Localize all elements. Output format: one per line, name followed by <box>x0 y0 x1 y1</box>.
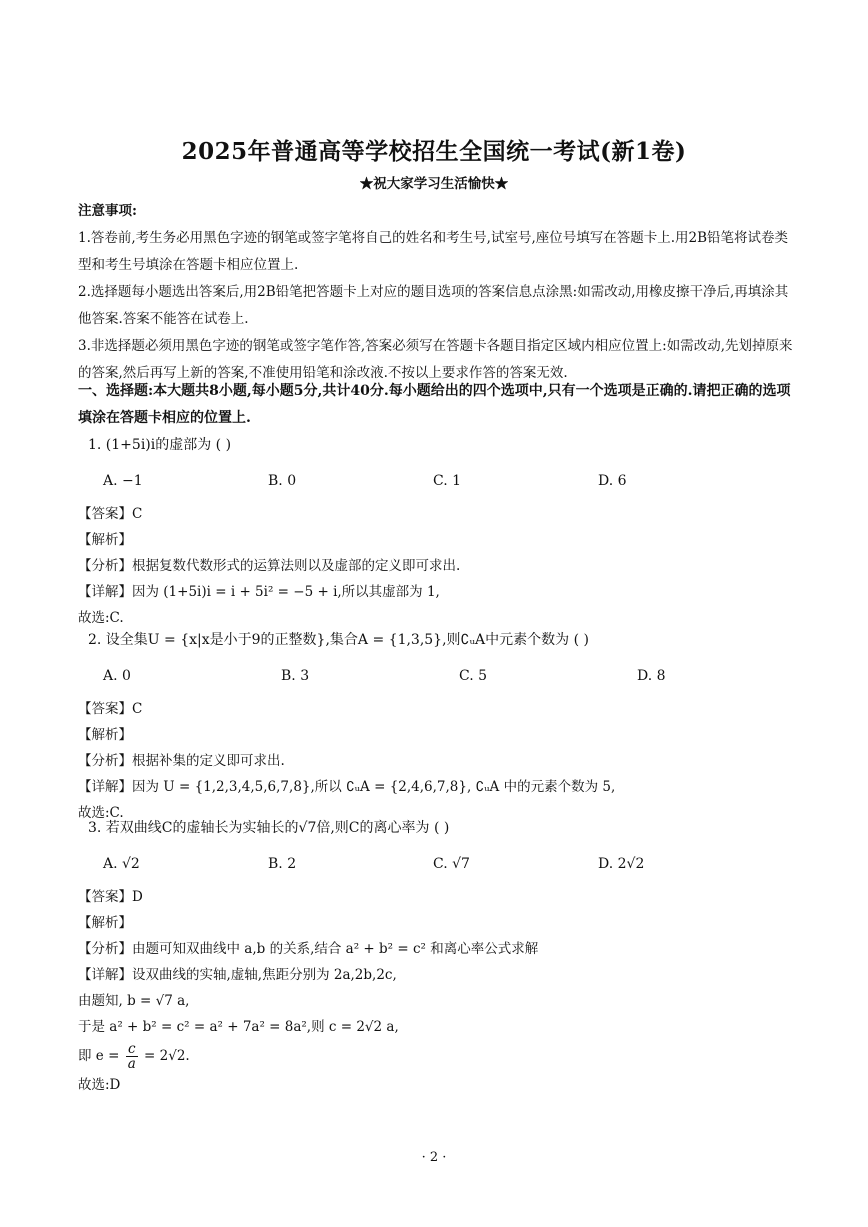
eccentricity-prefix: 即 e = <box>78 1048 124 1064</box>
choose-line: 故选:D <box>78 1077 121 1093</box>
option-b: B. 2 <box>268 856 297 872</box>
fraction-numerator: c <box>126 1042 138 1057</box>
fraction-denominator: a <box>127 1056 136 1072</box>
question-2 <box>78 627 794 826</box>
analysis-line: 【分析】由题可知双曲线中 a,b 的关系,结合 a² + b² = c² 和离心率公式求解 <box>78 941 539 957</box>
option-a: A. −1 <box>103 473 143 489</box>
option-c: C. √7 <box>433 856 470 872</box>
detail-line: 【详解】因为 (1+5i)i = i + 5i² = −5 + i,所以其虚部为 1, <box>78 584 440 600</box>
section-title: 一、选择题:本大题共8小题,每小题5分,共计40分.每小题给出的四个选项中,只有一个选项是正确的.请把正确的选项填涂在答题卡相应的位置上. <box>78 383 791 426</box>
question-stem: 3. 若双曲线C的虚轴长为实轴长的√7倍,则C的离心率为 ( ) <box>88 820 450 836</box>
jiexi-line: 【解析】 <box>78 915 132 931</box>
option-d: D. 8 <box>637 668 666 684</box>
notes-heading: 注意事项: <box>78 203 137 219</box>
option-c: C. 5 <box>459 668 488 684</box>
detail-line: 【详解】设双曲线的实轴,虚轴,焦距分别为 2a,2b,2c, <box>78 967 397 983</box>
jiexi-line: 【解析】 <box>78 727 132 743</box>
exam-subtitle: ★祝大家学习生活愉快★ <box>359 176 509 192</box>
choose-line: 故选:C. <box>78 805 124 821</box>
question-stem: 2. 设全集U = {x|x是小于9的正整数},集合A = {1,3,5},则∁ᵤA中元素个数为 ( ) <box>88 632 589 648</box>
option-d: D. 6 <box>598 473 627 489</box>
eccentricity-suffix: = 2√2. <box>139 1048 190 1064</box>
answer-line: 【答案】C <box>78 701 143 717</box>
question-1 <box>78 432 794 631</box>
jiexi-line: 【解析】 <box>78 532 132 548</box>
choose-line: 故选:C. <box>78 610 124 626</box>
step-line: 由题知, b = √7 a, <box>78 993 190 1009</box>
notes-item: 2.选择题每小题选出答案后,用2B铅笔把答题卡上对应的题目选项的答案信息点涂黑:如需改动,用橡皮擦干净后,再填涂其他答案.答案不能答在试卷上. <box>78 284 789 327</box>
options-row <box>78 851 794 878</box>
answer-line: 【答案】D <box>78 889 143 905</box>
option-b: B. 0 <box>268 473 297 489</box>
option-a: A. √2 <box>103 856 140 872</box>
notes-block <box>78 198 794 387</box>
answer-line: 【答案】C <box>78 506 143 522</box>
analysis-line: 【分析】根据复数代数形式的运算法则以及虚部的定义即可求出. <box>78 558 461 574</box>
notes-item: 1.答卷前,考生务必用黑色字迹的钢笔或签字笔将自己的姓名和考生号,试室号,座位号填写在答题卡上.用2B铅笔将试卷类型和考生号填涂在答题卡相应位置上. <box>78 230 789 273</box>
eccentricity-line <box>78 1040 794 1072</box>
option-d: D. 2√2 <box>598 856 645 872</box>
question-3 <box>78 815 794 1098</box>
option-b: B. 3 <box>281 668 310 684</box>
option-c: C. 1 <box>433 473 462 489</box>
options-row <box>78 663 794 690</box>
exam-title: 2025年普通高等学校招生全国统一考试(新1卷) <box>181 138 687 165</box>
detail-line: 【详解】因为 U = {1,2,3,4,5,6,7,8},所以 ∁ᵤA = {2,4,6,7,8}, ∁ᵤA 中的元素个数为 5, <box>78 779 616 795</box>
page-number: · 2 · <box>421 1150 447 1165</box>
notes-item: 3.非选择题必须用黑色字迹的钢笔或签字笔作答,答案必须写在答题卡各题目指定区域内相应位置上:如需改动,先划掉原来的答案,然后再写上新的答案,不准使用铅笔和涂改液.不按以上要求作答的答案无效. <box>78 338 793 381</box>
option-a: A. 0 <box>103 668 131 684</box>
options-row <box>78 468 794 495</box>
fraction-c-over-a <box>126 1042 138 1071</box>
step-line: 于是 a² + b² = c² = a² + 7a² = 8a²,则 c = 2√2 a, <box>78 1019 399 1035</box>
question-stem: 1. (1+5i)i的虚部为 ( ) <box>88 437 232 453</box>
analysis-line: 【分析】根据补集的定义即可求出. <box>78 753 285 769</box>
